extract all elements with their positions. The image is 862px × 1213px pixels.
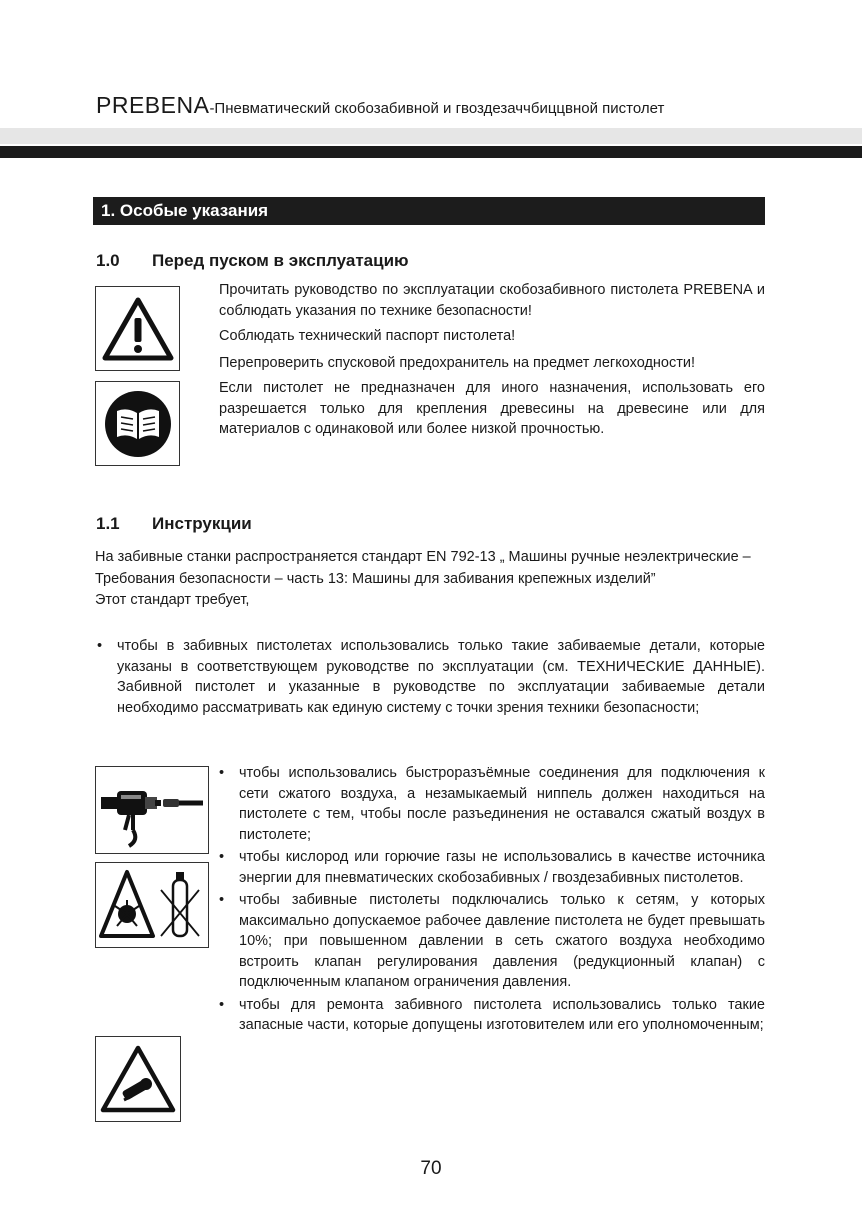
bullet-list-second	[217, 763, 765, 1036]
subsection-heading-1-0	[96, 251, 409, 271]
list-item-text: чтобы использовались быстроразъёмные соединения для подключения к сети сжатого воздуха, а незамыкаемый ниппель должен находиться на пистолете с тем, чтобы после разъединения не оставался сжатый воздух в пистолете;	[239, 765, 765, 843]
list-item	[217, 763, 765, 845]
air-coupling-icon	[95, 766, 209, 854]
paragraph: Если пистолет не предназначен для иного назначения, использовать его разрешается только для крепления древесины на древесине или для материалов с одинаковой или более низкой прочностью.	[219, 380, 765, 437]
paragraph: Прочитать руководство по эксплуатации скобозабивного пистолета PREBENA и соблюдать указания по технике безопасности!	[219, 282, 765, 319]
list-item-text: чтобы для ремонта забивного пистолета использовались только такие запасные части, которые допущены изготовителем или его уполномоченным;	[239, 996, 765, 1033]
paragraph: Соблюдать технический паспорт пистолета!	[219, 328, 516, 344]
manual-book-icon	[95, 381, 180, 466]
subsection-title: Перед пуском в эксплуатацию	[152, 251, 409, 270]
list-item	[217, 890, 765, 993]
subsection-number: 1.0	[96, 251, 120, 270]
subsection-number: 1.1	[96, 514, 120, 533]
header-band-dark	[0, 146, 862, 158]
subsection-heading-1-1	[96, 514, 252, 534]
warning-icon	[95, 286, 180, 371]
subsection-title: Инструкции	[152, 514, 252, 533]
intro-text-block	[219, 280, 765, 440]
list-item-text: чтобы забивные пистолеты подключались только к сетям, у которых максимально допускаемое рабочее давление пистолета не будет превышать 10%; при повышенном давлении в сеть сжатого воздуха необходимо встроить клапан регулирования давления (редукционный клапан) с подключенным клапаном ограничения давления.	[239, 892, 765, 990]
list-item	[217, 995, 765, 1036]
header-band-light	[0, 128, 862, 144]
bullet-list-first	[95, 636, 765, 718]
list-item-text: чтобы кислород или горючие газы не использовались в качестве источника энергии для пневматических скобозабивных / гвоздезабивных пистолетов.	[239, 849, 765, 886]
page-number: 70	[420, 1158, 442, 1179]
list-item	[217, 847, 765, 888]
section-title: 1. Особые указания	[93, 197, 765, 225]
bullet-icon: •	[219, 996, 225, 1013]
brand-name: PREBENA	[96, 92, 210, 118]
list-item-text: чтобы в забивных пистолетах использовались только такие забиваемые детали, которые указаны в соответствующем руководстве по эксплуатации (см. ТЕХНИЧЕСКИЕ ДАННЫЕ). Забивной пистолет и указанные в руководстве по эксплуатации забиваемые детали необходимо рассматривать как единую систему с точки зрения техники безопасности;	[117, 638, 765, 716]
standard-reference: На забивные станки распространяется стандарт EN 792-13 „ Машины ручные неэлектрические – Требования безопасности – часть 13: Машины для забивания крепежных изделий”	[95, 549, 751, 587]
document-header	[96, 92, 796, 119]
bullet-icon: •	[219, 849, 225, 865]
bullet-icon: •	[97, 638, 103, 654]
bullet-icon: •	[219, 892, 225, 908]
bullet-icon: •	[219, 765, 225, 781]
document-subtitle: -Пневматический скобозабивной и гвоздезаччбиццвной пистолет	[209, 100, 665, 117]
standard-intro	[95, 547, 773, 612]
list-item	[95, 636, 765, 718]
pressure-warning-icon	[95, 1036, 181, 1122]
standard-requirement-lead: Этот стандарт требует,	[95, 592, 250, 608]
explosive-gas-icon	[95, 862, 209, 948]
paragraph: Перепроверить спусковой предохранитель на предмет легкоходности!	[219, 354, 695, 371]
